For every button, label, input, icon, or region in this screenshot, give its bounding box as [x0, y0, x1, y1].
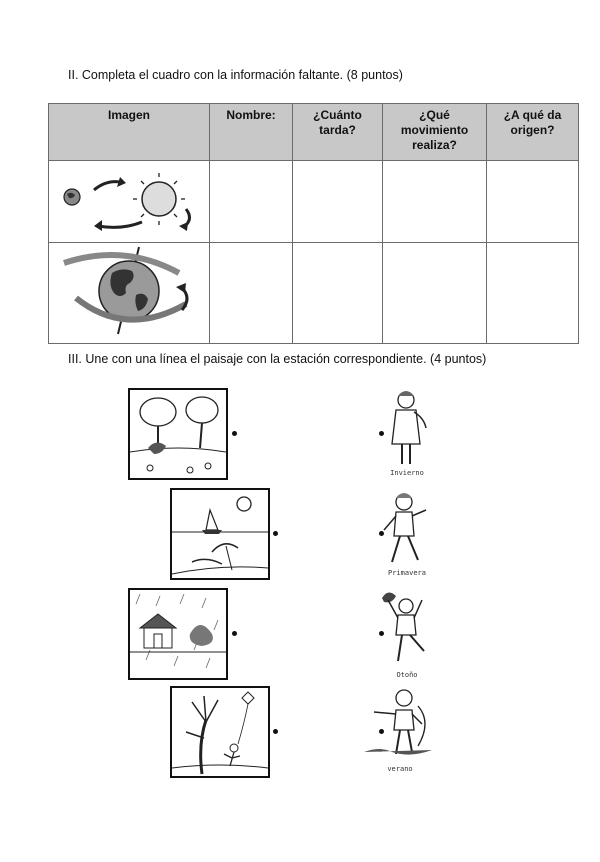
child-in-coat-icon — [382, 388, 432, 470]
child-with-leaves-icon — [376, 588, 436, 670]
landscape-connector-dot[interactable] — [273, 729, 278, 734]
spring-garden-scene — [128, 388, 228, 480]
header-nombre: Nombre: — [210, 104, 293, 161]
nombre-cell[interactable] — [210, 243, 293, 344]
landscape-connector-dot[interactable] — [273, 531, 278, 536]
origen-cell[interactable] — [487, 161, 579, 243]
child-at-water-icon — [360, 686, 440, 766]
translation-image-cell — [49, 161, 210, 243]
section-2-title: II. Completa el cuadro con la información faltante. (8 puntos) — [68, 68, 403, 82]
rainy-house-scene — [128, 588, 228, 680]
landscape-connector-dot[interactable] — [232, 631, 237, 636]
windy-tree-scene — [170, 686, 270, 778]
section-3-title: III. Une con una línea el paisaje con la estación correspondiente. (4 puntos) — [68, 352, 487, 366]
header-imagen: Imagen — [49, 104, 210, 161]
info-table — [48, 103, 579, 344]
table-header-row — [49, 104, 579, 161]
table-row — [49, 243, 579, 344]
tarda-cell[interactable] — [293, 243, 383, 344]
movimiento-cell[interactable] — [383, 243, 487, 344]
header-cuanto-tarda: ¿Cuánto tarda? — [293, 104, 383, 161]
earth-orbiting-sun-illustration — [54, 164, 204, 234]
season-caption: verano — [387, 765, 413, 773]
header-que-movimiento: ¿Qué movimiento realiza? — [383, 104, 487, 161]
season-caption: Primavera — [388, 569, 426, 577]
origen-cell[interactable] — [487, 243, 579, 344]
child-running-icon — [376, 490, 432, 572]
season-caption: Invierno — [390, 469, 424, 477]
earth-rotating-illustration — [54, 243, 204, 338]
rotation-image-cell — [49, 243, 210, 344]
landscape-connector-dot[interactable] — [232, 431, 237, 436]
nombre-cell[interactable] — [210, 161, 293, 243]
table-row — [49, 161, 579, 243]
tarda-cell[interactable] — [293, 161, 383, 243]
beach-sailboat-scene — [170, 488, 270, 580]
movimiento-cell[interactable] — [383, 161, 487, 243]
season-caption: Otoño — [396, 671, 418, 679]
header-a-que-da-origen: ¿A qué da origen? — [487, 104, 579, 161]
